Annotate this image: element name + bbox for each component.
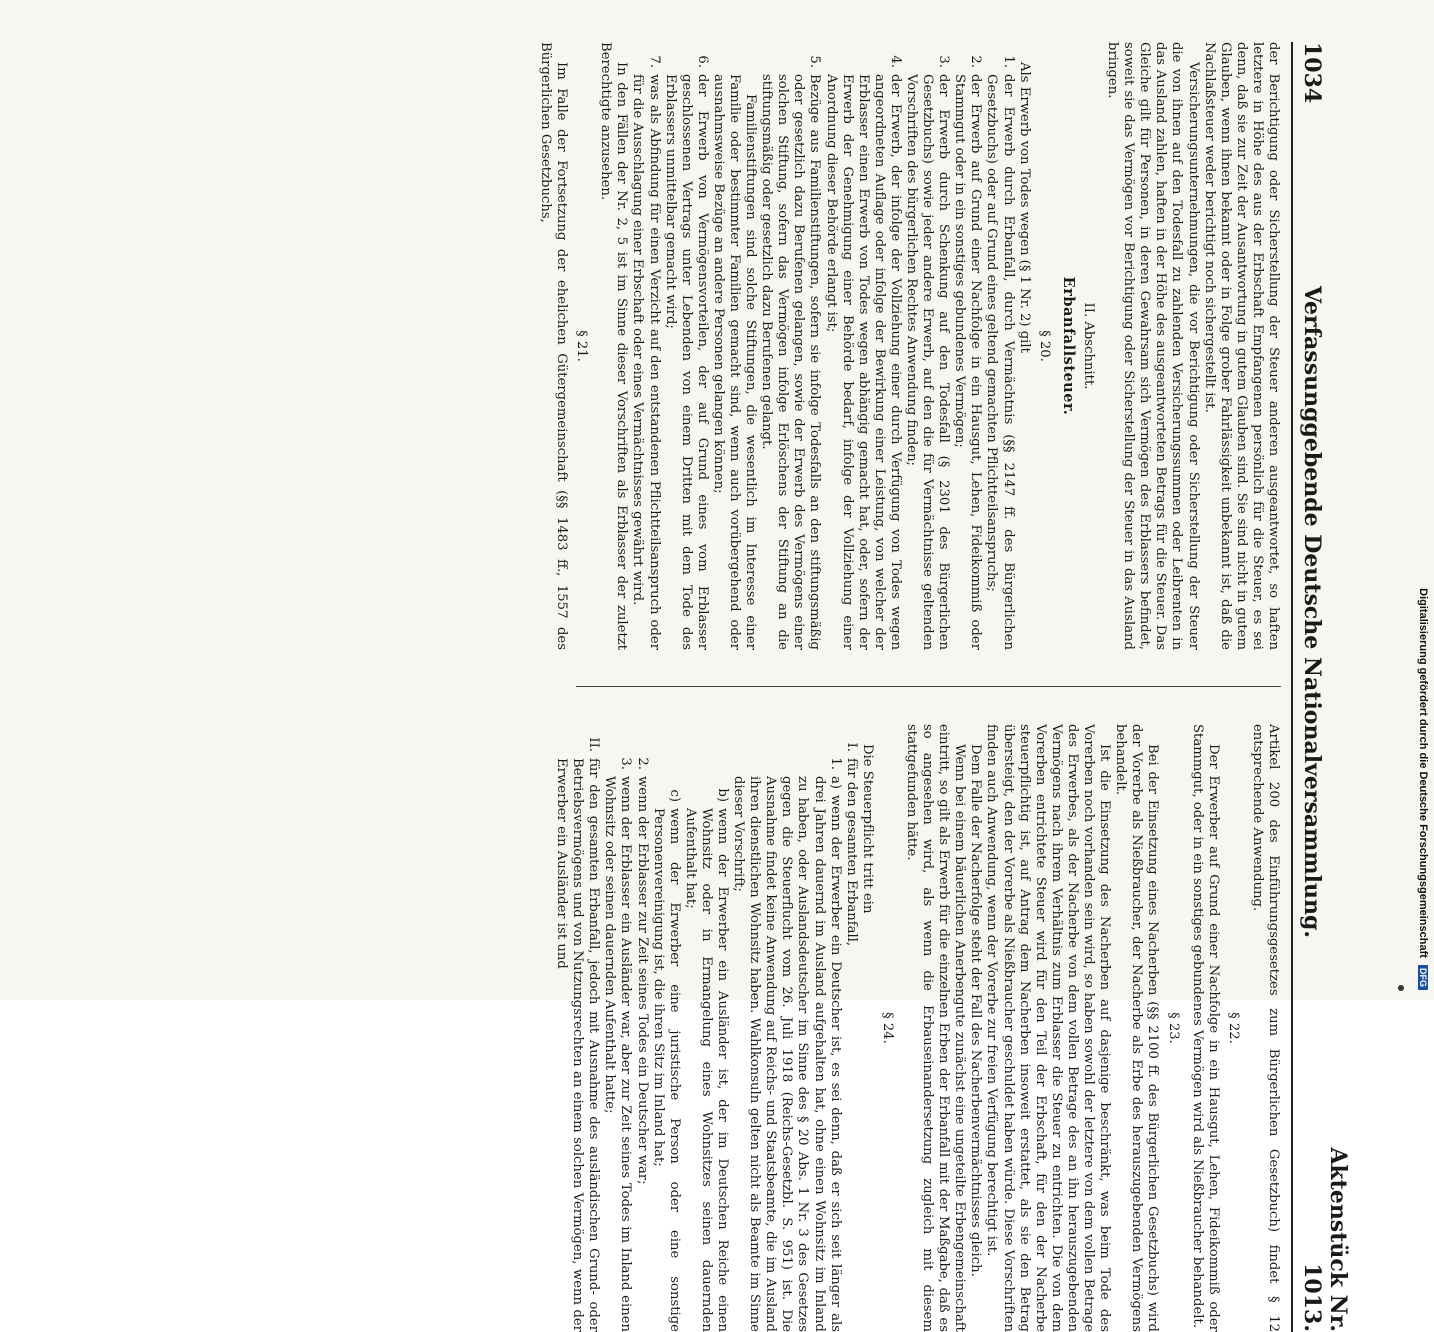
paragraph: Die Steuerpflicht tritt ein bbox=[859, 744, 875, 914]
page-number: 1034 bbox=[1299, 42, 1325, 104]
digitization-watermark bbox=[1415, 10, 1429, 990]
paragraph: Der Erwerber auf Grund einer Nachfolge in ein Hausgut, Lehen, Fideikommiß oder Stammgut, oder in ein sonstiges gebundenes Vermögen wird als Nießbraucher behandelt. bbox=[1189, 724, 1221, 1332]
paragraph: Dem Falle der Nacherfolge steht der Fall des Nacherbenvermächtnisses gleich. bbox=[968, 744, 984, 1277]
right-column bbox=[553, 724, 1281, 1332]
list-item: c) wenn der Erwerber eine juristische Person oder eine sonstige Personenvereinigung ist, die ihren Sitz im Inland hat; bbox=[650, 789, 682, 1332]
list-item: 6. der Erwerb von Vermögensvorteilen, der auf Grund eines vom Erblasser geschlossenen Vertrags unter Lebenden von einem Dritten mit dem Tode des Erblassers unmittelbar gemacht wird; bbox=[662, 55, 710, 650]
dfg-logo-icon: DFG bbox=[1418, 965, 1428, 990]
document-reference: Aktenstück Nr. 1013. bbox=[1299, 1147, 1351, 1332]
list-item-continuation: Familienstiftungen sind solche Stiftungen, die wesentlich im Interesse einer Familie oder bestimmter Familien gemacht sind, wenn auch vorübergehend oder ausnahmsweise Bezüge an andere Personen gelangen können; bbox=[710, 74, 759, 650]
list-item: II. für den gesamten Erbanfall, jedoch mit Ausnahme des ausländischen Grund- oder Betriebsvermögens und von Nutzungsrechten an einem solchen Vermögen, wenn der Erwerber ein Ausländer ist und bbox=[554, 737, 602, 1332]
page-header bbox=[1299, 42, 1351, 1332]
list-item: 4. der Erwerb, der infolge der Vollziehung einer durch Verfügung von Todes wegen angeordneten Auflage oder infolge der Bewirkung einer Leistung, von welcher der Erblasser einen Erwerb von Todes wegen abhängig gemacht hat, oder, sofern der Erwerb der Genehmigung einer Behörde bedarf, infolge der Vollziehung einer Anordnung dieser Behörde erlangt ist; bbox=[823, 55, 903, 650]
paragraph: Bei der Einsetzung eines Nacherben (§§ 2100 ff. des Bürgerlichen Gesetzbuchs) wird der Vorerbe als Nießbraucher, der Nacherbe als Erbe des herauszugebenden Vermögens behandelt. bbox=[1113, 724, 1161, 1332]
list-item: 3. wenn der Erblasser ein Ausländer war, aber zur Zeit seines Todes im Inland einen Wohnsitz oder seinen dauernden Aufenthalt hatte; bbox=[602, 757, 634, 1332]
list-item: b) wenn der Erwerber ein Ausländer ist, der im Deutschen Reiche einen Wohnsitz oder in Ermangelung eines Wohnsitzes seinen dauernden Aufenthalt hat; bbox=[682, 788, 730, 1332]
paragraph: Ist die Einsetzung des Nacherben auf dasjenige beschränkt, was beim Tode des Vorerben noch vorhanden sein wird, so haben sowohl der letztere von dem vollen Betrage des Erwerbes, als der Nacherbe von dem vollen Betrage des an ihn herauszugebenden Vermögens nach ihrem Verhältnis zum Erblasser die Steuer zu entrichten. Die von dem Vorerben entrichtete Steuer wird für den Teil der Erbschaft, für den der Nacherbe steuerpflichtig ist, auf Antrag dem Nacherben insoweit erstattet, als sie den Betrag übersteigt, den der Vorerbe als Nießbraucher geschuldet haben würde. Diese Vorschriften finden auch Anwendung, wenn der Vorerbe zur freien Verfügung berechtigt ist. bbox=[984, 724, 1113, 1332]
list-item: 2. der Erwerb auf Grund einer Nachfolge in ein Hausgut, Lehen, Fideikommiß oder Stammgut oder in ein sonstiges gebundenes Vermögen; bbox=[952, 55, 984, 650]
list-item: 5. Bezüge aus Familienstiftungen, sofern sie infolge Todesfalls an den stiftungsmäßig oder gesetzlich dazu Berufenen gelangen, sowie der Erwerb des Vermögens einer solchen Stiftung, sofern das Vermögen infolge Erlöschens der Stiftung an die stiftungsmäßig oder gesetzlich dazu Berufenen gelangt. bbox=[759, 55, 823, 650]
page-content bbox=[79, 42, 1351, 1332]
paragraph-number: § 21. bbox=[574, 330, 590, 362]
paragraph: Im Falle der Fortsetzung der ehelichen Gütergemeinschaft (§§ 1483 ff., 1557 des Bürgerlichen Gesetzbuchs, bbox=[537, 42, 570, 650]
list-item: 3. der Erwerb durch Schenkung auf den Todesfall (§ 2301 des Bürgerlichen Gesetzbuchs) sowie jeder andere Erwerb, auf den die für Vermächtnisse geltenden Vorschriften des bürgerlichen Rechtes Anwendung finden; bbox=[904, 55, 952, 650]
paragraph-number: § 20. bbox=[1036, 330, 1052, 362]
list-item: 2. wenn der Erblasser zur Zeit seines Todes ein Deutscher war; bbox=[634, 757, 650, 1185]
header-rule bbox=[1291, 42, 1293, 1332]
section-title: Erbanfallsteuer. bbox=[1059, 276, 1077, 416]
section-heading: II. Abschnitt. bbox=[1080, 302, 1096, 390]
list-item: 7. was als Abfindung für einen Verzicht auf den entstandenen Pflichtteilsanspruch oder für die Ausschlagung einer Erbschaft oder eines Vermächtnisses gewährt wird. bbox=[630, 55, 662, 650]
paragraph: Wenn bei einem bäuerlichen Anerbengute zunächst eine ungeteilte Erbengemeinschaft eintritt, so gilt als Erwerb für die einzelnen Erben der Erbanfall mit der Maßgabe, daß es so angesehen wird, als wenn die Erbauseinandersetzung zugleich mit diesem stattgefunden hätte. bbox=[904, 724, 968, 1332]
paragraph-number: § 24. bbox=[879, 1012, 895, 1044]
list-item: I. für den gesamten Erbanfall, bbox=[843, 742, 859, 947]
paragraph: der Berichtigung oder Sicherstellung der Steuer anderen ausgeantwortet, so haften letztere in Höhe des aus der Erbschaft Empfangenen persönlich für die Steuer, es sei denn, daß sie zur Zeit der Ausantwortung in gutem Glauben sind. Sie sind nicht in gutem Glauben, wenn ihnen bekannt oder in Folge grober Fahrlässigkeit unbekannt ist, daß die Nachlaßsteuer weder berichtigt noch sichergestellt ist. bbox=[1201, 42, 1281, 650]
paragraph-number: § 23. bbox=[1165, 1012, 1181, 1044]
scan-dot-mark bbox=[1398, 985, 1404, 991]
paragraph-number: § 22. bbox=[1225, 1012, 1241, 1044]
paragraph: Versicherungsunternehmungen, die vor Berichtigung oder Sicherstellung der Steuer die von ihnen auf den Todesfall zu zahlenden Versicherungssummen oder Leibrenten in das Ausland zahlen, haften in der Höhe des ausgeantworteten Betrags für die Steuer. Das Gleiche gilt für Personen, in deren Gewahrsam sich Vermögen des Erblassers befindet, soweit sie das Vermögen vor Berichtigung oder Sicherstellung der Steuer in das Ausland bringen. bbox=[1105, 42, 1201, 650]
list-item: 1. a) wenn der Erwerber ein Deutscher ist, es sei denn, daß er sich seit länger als drei Jahren dauernd im Ausland aufgehalten hat, ohne einen Wohnsitz im Inland zu haben, oder Auslandsdeutscher im Sinne des § 20 Abs. 1 Nr. 3 des Gesetzes gegen die Steuerflucht vom 26. Juli 1918 (Reichs-Gesetzbl. S. 951) ist. Die Ausnahme findet keine Anwendung auf Reichs- und Staatsbeamte, die im Ausland ihren dienstlichen Wohnsitz haben. Wahlkonsuln gelten nicht als Beamte im Sinne dieser Vorschrift; bbox=[731, 757, 843, 1332]
list-item: 1. der Erwerb durch Erbanfall, durch Vermächtnis (§§ 2147 ff. des Bürgerlichen Gesetzbuchs) oder auf Grund eines geltend gemachten Pflichtteilsanspruchs; bbox=[984, 55, 1016, 650]
paragraph: In den Fällen der Nr. 2, 5 ist im Sinne dieser Vorschriften als Erblasser der zuletzt Berechtigte anzusehen. bbox=[598, 42, 630, 650]
watermark-text: Digitalisierung gefördert durch die Deutsche Forschungsgemeinschaft bbox=[1417, 588, 1429, 958]
left-column bbox=[537, 42, 1281, 650]
page-title: Verfassunggebende Deutsche Nationalversammlung. bbox=[1299, 285, 1325, 939]
paragraph: Als Erwerb von Todes wegen (§ 1 Nr. 2) gilt bbox=[1016, 62, 1032, 353]
column-divider bbox=[576, 686, 1281, 687]
paragraph: Artikel 200 des Einführungsgesetzes zum Bürgerlichen Gesetzbuch) findet § 12 entsprechende Anwendung. bbox=[1249, 724, 1281, 1332]
